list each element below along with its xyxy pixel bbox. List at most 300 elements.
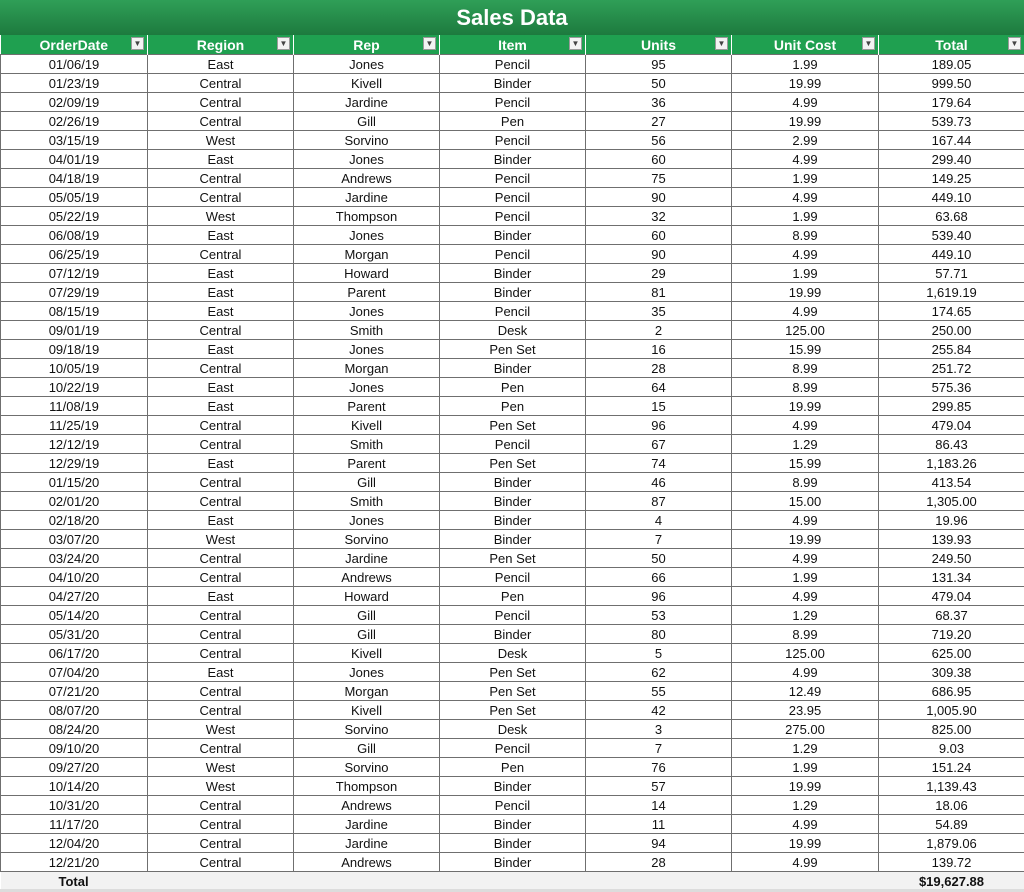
cell-region[interactable]: Central	[148, 644, 294, 663]
cell-rep[interactable]: Jones	[294, 302, 440, 321]
cell-units[interactable]: 57	[586, 777, 732, 796]
cell-rep[interactable]: Howard	[294, 587, 440, 606]
cell-orderdate[interactable]: 09/27/20	[1, 758, 148, 777]
cell-orderdate[interactable]: 05/22/19	[1, 207, 148, 226]
cell-item[interactable]: Binder	[440, 74, 586, 93]
cell-orderdate[interactable]: 08/07/20	[1, 701, 148, 720]
cell-orderdate[interactable]: 12/12/19	[1, 435, 148, 454]
cell-unit-cost[interactable]: 4.99	[732, 245, 879, 264]
cell-orderdate[interactable]: 06/08/19	[1, 226, 148, 245]
cell-unit-cost[interactable]: 8.99	[732, 473, 879, 492]
cell-total[interactable]: 68.37	[879, 606, 1024, 625]
cell-item[interactable]: Pencil	[440, 606, 586, 625]
cell-item[interactable]: Binder	[440, 511, 586, 530]
cell-unit-cost[interactable]: 19.99	[732, 397, 879, 416]
cell-item[interactable]: Pencil	[440, 302, 586, 321]
cell-units[interactable]: 50	[586, 549, 732, 568]
cell-units[interactable]: 90	[586, 188, 732, 207]
cell-units[interactable]: 81	[586, 283, 732, 302]
cell-total[interactable]: 9.03	[879, 739, 1024, 758]
cell-item[interactable]: Pen	[440, 587, 586, 606]
cell-rep[interactable]: Jardine	[294, 549, 440, 568]
cell-orderdate[interactable]: 07/04/20	[1, 663, 148, 682]
cell-total[interactable]: 539.40	[879, 226, 1024, 245]
cell-unit-cost[interactable]: 4.99	[732, 416, 879, 435]
cell-region[interactable]: East	[148, 454, 294, 473]
column-header-units[interactable]	[586, 35, 732, 55]
cell-total[interactable]: 255.84	[879, 340, 1024, 359]
cell-region[interactable]: East	[148, 55, 294, 74]
cell-units[interactable]: 76	[586, 758, 732, 777]
cell-orderdate[interactable]: 10/14/20	[1, 777, 148, 796]
cell-orderdate[interactable]: 11/17/20	[1, 815, 148, 834]
cell-units[interactable]: 5	[586, 644, 732, 663]
cell-item[interactable]: Pen	[440, 758, 586, 777]
cell-region[interactable]: Central	[148, 93, 294, 112]
cell-units[interactable]: 64	[586, 378, 732, 397]
cell-rep[interactable]: Parent	[294, 397, 440, 416]
cell-total[interactable]: 251.72	[879, 359, 1024, 378]
cell-item[interactable]: Binder	[440, 834, 586, 853]
cell-item[interactable]: Binder	[440, 264, 586, 283]
cell-unit-cost[interactable]: 275.00	[732, 720, 879, 739]
cell-orderdate[interactable]: 08/24/20	[1, 720, 148, 739]
cell-units[interactable]: 96	[586, 416, 732, 435]
cell-region[interactable]: West	[148, 530, 294, 549]
cell-orderdate[interactable]: 01/15/20	[1, 473, 148, 492]
cell-total[interactable]: 625.00	[879, 644, 1024, 663]
filter-dropdown-icon[interactable]: ▼	[423, 37, 436, 50]
cell-unit-cost[interactable]: 19.99	[732, 834, 879, 853]
cell-orderdate[interactable]: 03/07/20	[1, 530, 148, 549]
cell-orderdate[interactable]: 03/15/19	[1, 131, 148, 150]
cell-units[interactable]: 32	[586, 207, 732, 226]
cell-rep[interactable]: Gill	[294, 606, 440, 625]
cell-rep[interactable]: Gill	[294, 473, 440, 492]
cell-units[interactable]: 2	[586, 321, 732, 340]
cell-rep[interactable]: Jones	[294, 663, 440, 682]
cell-region[interactable]: Central	[148, 321, 294, 340]
cell-orderdate[interactable]: 01/23/19	[1, 74, 148, 93]
cell-units[interactable]: 62	[586, 663, 732, 682]
cell-item[interactable]: Pen	[440, 112, 586, 131]
cell-total[interactable]: 174.65	[879, 302, 1024, 321]
cell-rep[interactable]: Kivell	[294, 701, 440, 720]
cell-units[interactable]: 67	[586, 435, 732, 454]
cell-unit-cost[interactable]: 1.29	[732, 796, 879, 815]
cell-total[interactable]: 1,139.43	[879, 777, 1024, 796]
cell-unit-cost[interactable]: 1.99	[732, 169, 879, 188]
cell-item[interactable]: Pencil	[440, 739, 586, 758]
cell-units[interactable]: 16	[586, 340, 732, 359]
cell-item[interactable]: Binder	[440, 226, 586, 245]
cell-item[interactable]: Pencil	[440, 568, 586, 587]
cell-item[interactable]: Pen Set	[440, 454, 586, 473]
cell-item[interactable]: Pencil	[440, 169, 586, 188]
cell-units[interactable]: 53	[586, 606, 732, 625]
cell-item[interactable]: Pencil	[440, 796, 586, 815]
cell-units[interactable]: 36	[586, 93, 732, 112]
cell-orderdate[interactable]: 09/10/20	[1, 739, 148, 758]
cell-region[interactable]: West	[148, 758, 294, 777]
cell-unit-cost[interactable]: 2.99	[732, 131, 879, 150]
cell-orderdate[interactable]: 02/09/19	[1, 93, 148, 112]
cell-region[interactable]: Central	[148, 74, 294, 93]
cell-unit-cost[interactable]: 19.99	[732, 74, 879, 93]
cell-region[interactable]: East	[148, 283, 294, 302]
cell-item[interactable]: Binder	[440, 625, 586, 644]
cell-orderdate[interactable]: 07/29/19	[1, 283, 148, 302]
cell-unit-cost[interactable]: 12.49	[732, 682, 879, 701]
cell-orderdate[interactable]: 07/21/20	[1, 682, 148, 701]
cell-total[interactable]: 449.10	[879, 245, 1024, 264]
cell-units[interactable]: 7	[586, 530, 732, 549]
cell-region[interactable]: West	[148, 720, 294, 739]
cell-rep[interactable]: Sorvino	[294, 720, 440, 739]
cell-orderdate[interactable]: 01/06/19	[1, 55, 148, 74]
cell-orderdate[interactable]: 05/05/19	[1, 188, 148, 207]
cell-units[interactable]: 95	[586, 55, 732, 74]
cell-rep[interactable]: Jones	[294, 511, 440, 530]
cell-orderdate[interactable]: 04/18/19	[1, 169, 148, 188]
cell-unit-cost[interactable]: 15.99	[732, 340, 879, 359]
cell-region[interactable]: East	[148, 150, 294, 169]
cell-orderdate[interactable]: 07/12/19	[1, 264, 148, 283]
cell-orderdate[interactable]: 10/22/19	[1, 378, 148, 397]
cell-rep[interactable]: Kivell	[294, 416, 440, 435]
cell-item[interactable]: Pen Set	[440, 701, 586, 720]
cell-rep[interactable]: Smith	[294, 492, 440, 511]
cell-item[interactable]: Pen Set	[440, 549, 586, 568]
cell-rep[interactable]: Jardine	[294, 188, 440, 207]
column-header-item[interactable]	[440, 35, 586, 55]
cell-total[interactable]: 86.43	[879, 435, 1024, 454]
cell-total[interactable]: 131.34	[879, 568, 1024, 587]
cell-rep[interactable]: Kivell	[294, 644, 440, 663]
cell-unit-cost[interactable]: 19.99	[732, 530, 879, 549]
cell-orderdate[interactable]: 12/29/19	[1, 454, 148, 473]
cell-rep[interactable]: Andrews	[294, 796, 440, 815]
cell-unit-cost[interactable]: 1.29	[732, 435, 879, 454]
cell-rep[interactable]: Morgan	[294, 359, 440, 378]
cell-units[interactable]: 96	[586, 587, 732, 606]
cell-region[interactable]: Central	[148, 606, 294, 625]
cell-item[interactable]: Pen	[440, 378, 586, 397]
cell-item[interactable]: Binder	[440, 473, 586, 492]
cell-region[interactable]: Central	[148, 188, 294, 207]
cell-unit-cost[interactable]: 8.99	[732, 359, 879, 378]
cell-units[interactable]: 28	[586, 853, 732, 872]
cell-total[interactable]: 179.64	[879, 93, 1024, 112]
cell-units[interactable]: 27	[586, 112, 732, 131]
column-header-total[interactable]	[879, 35, 1024, 55]
cell-orderdate[interactable]: 08/15/19	[1, 302, 148, 321]
cell-orderdate[interactable]: 10/31/20	[1, 796, 148, 815]
cell-region[interactable]: Central	[148, 739, 294, 758]
cell-units[interactable]: 15	[586, 397, 732, 416]
cell-total[interactable]: 54.89	[879, 815, 1024, 834]
cell-item[interactable]: Desk	[440, 720, 586, 739]
cell-rep[interactable]: Andrews	[294, 568, 440, 587]
cell-region[interactable]: Central	[148, 568, 294, 587]
cell-rep[interactable]: Jardine	[294, 815, 440, 834]
cell-units[interactable]: 4	[586, 511, 732, 530]
cell-units[interactable]: 11	[586, 815, 732, 834]
cell-unit-cost[interactable]: 4.99	[732, 815, 879, 834]
cell-unit-cost[interactable]: 19.99	[732, 112, 879, 131]
cell-item[interactable]: Pencil	[440, 55, 586, 74]
filter-dropdown-icon[interactable]: ▼	[277, 37, 290, 50]
cell-units[interactable]: 75	[586, 169, 732, 188]
cell-units[interactable]: 56	[586, 131, 732, 150]
cell-total[interactable]: 19.96	[879, 511, 1024, 530]
cell-total[interactable]: 1,005.90	[879, 701, 1024, 720]
cell-rep[interactable]: Jones	[294, 150, 440, 169]
cell-unit-cost[interactable]: 8.99	[732, 378, 879, 397]
cell-region[interactable]: Central	[148, 112, 294, 131]
cell-rep[interactable]: Andrews	[294, 169, 440, 188]
cell-unit-cost[interactable]: 23.95	[732, 701, 879, 720]
cell-total[interactable]: 139.72	[879, 853, 1024, 872]
cell-total[interactable]: 151.24	[879, 758, 1024, 777]
cell-total[interactable]: 1,183.26	[879, 454, 1024, 473]
cell-total[interactable]: 479.04	[879, 416, 1024, 435]
cell-units[interactable]: 80	[586, 625, 732, 644]
cell-item[interactable]: Pen Set	[440, 340, 586, 359]
cell-unit-cost[interactable]: 1.99	[732, 758, 879, 777]
cell-region[interactable]: Central	[148, 169, 294, 188]
cell-region[interactable]: Central	[148, 834, 294, 853]
cell-rep[interactable]: Jones	[294, 378, 440, 397]
cell-total[interactable]: 249.50	[879, 549, 1024, 568]
cell-unit-cost[interactable]: 19.99	[732, 777, 879, 796]
cell-rep[interactable]: Jones	[294, 226, 440, 245]
cell-rep[interactable]: Sorvino	[294, 530, 440, 549]
cell-total[interactable]: 825.00	[879, 720, 1024, 739]
cell-total[interactable]: 299.40	[879, 150, 1024, 169]
cell-orderdate[interactable]: 02/18/20	[1, 511, 148, 530]
cell-total[interactable]: 719.20	[879, 625, 1024, 644]
cell-rep[interactable]: Thompson	[294, 777, 440, 796]
cell-rep[interactable]: Parent	[294, 283, 440, 302]
cell-orderdate[interactable]: 04/27/20	[1, 587, 148, 606]
cell-orderdate[interactable]: 04/01/19	[1, 150, 148, 169]
filter-dropdown-icon[interactable]: ▼	[862, 37, 875, 50]
cell-total[interactable]: 57.71	[879, 264, 1024, 283]
cell-units[interactable]: 7	[586, 739, 732, 758]
cell-rep[interactable]: Jones	[294, 340, 440, 359]
cell-item[interactable]: Pen Set	[440, 416, 586, 435]
cell-rep[interactable]: Gill	[294, 112, 440, 131]
cell-region[interactable]: West	[148, 207, 294, 226]
cell-unit-cost[interactable]: 125.00	[732, 644, 879, 663]
cell-rep[interactable]: Parent	[294, 454, 440, 473]
cell-units[interactable]: 94	[586, 834, 732, 853]
cell-total[interactable]: 1,619.19	[879, 283, 1024, 302]
cell-unit-cost[interactable]: 4.99	[732, 188, 879, 207]
cell-item[interactable]: Binder	[440, 150, 586, 169]
cell-rep[interactable]: Howard	[294, 264, 440, 283]
cell-unit-cost[interactable]: 1.99	[732, 207, 879, 226]
cell-unit-cost[interactable]: 4.99	[732, 549, 879, 568]
cell-item[interactable]: Pencil	[440, 188, 586, 207]
cell-rep[interactable]: Morgan	[294, 682, 440, 701]
cell-region[interactable]: Central	[148, 492, 294, 511]
cell-units[interactable]: 90	[586, 245, 732, 264]
cell-orderdate[interactable]: 05/31/20	[1, 625, 148, 644]
cell-item[interactable]: Binder	[440, 777, 586, 796]
cell-item[interactable]: Pencil	[440, 245, 586, 264]
cell-total[interactable]: 139.93	[879, 530, 1024, 549]
cell-units[interactable]: 66	[586, 568, 732, 587]
cell-region[interactable]: Central	[148, 359, 294, 378]
cell-unit-cost[interactable]: 8.99	[732, 625, 879, 644]
cell-orderdate[interactable]: 06/25/19	[1, 245, 148, 264]
cell-unit-cost[interactable]: 4.99	[732, 93, 879, 112]
cell-region[interactable]: Central	[148, 473, 294, 492]
cell-region[interactable]: Central	[148, 682, 294, 701]
cell-orderdate[interactable]: 03/24/20	[1, 549, 148, 568]
cell-unit-cost[interactable]: 1.99	[732, 568, 879, 587]
cell-rep[interactable]: Andrews	[294, 853, 440, 872]
cell-unit-cost[interactable]: 4.99	[732, 511, 879, 530]
cell-item[interactable]: Binder	[440, 530, 586, 549]
cell-units[interactable]: 46	[586, 473, 732, 492]
cell-total[interactable]: 413.54	[879, 473, 1024, 492]
cell-unit-cost[interactable]: 1.29	[732, 739, 879, 758]
cell-region[interactable]: East	[148, 397, 294, 416]
cell-total[interactable]: 1,879.06	[879, 834, 1024, 853]
cell-orderdate[interactable]: 02/26/19	[1, 112, 148, 131]
cell-rep[interactable]: Gill	[294, 739, 440, 758]
cell-total[interactable]: 449.10	[879, 188, 1024, 207]
filter-dropdown-icon[interactable]: ▼	[569, 37, 582, 50]
cell-region[interactable]: Central	[148, 853, 294, 872]
cell-total[interactable]: 479.04	[879, 587, 1024, 606]
cell-unit-cost[interactable]: 4.99	[732, 663, 879, 682]
cell-units[interactable]: 55	[586, 682, 732, 701]
cell-region[interactable]: Central	[148, 796, 294, 815]
cell-total[interactable]: 189.05	[879, 55, 1024, 74]
cell-item[interactable]: Pencil	[440, 435, 586, 454]
cell-unit-cost[interactable]: 15.99	[732, 454, 879, 473]
cell-orderdate[interactable]: 06/17/20	[1, 644, 148, 663]
cell-orderdate[interactable]: 12/21/20	[1, 853, 148, 872]
cell-rep[interactable]: Thompson	[294, 207, 440, 226]
cell-unit-cost[interactable]: 4.99	[732, 150, 879, 169]
cell-region[interactable]: West	[148, 131, 294, 150]
cell-orderdate[interactable]: 09/18/19	[1, 340, 148, 359]
cell-unit-cost[interactable]: 4.99	[732, 853, 879, 872]
cell-total[interactable]: 1,305.00	[879, 492, 1024, 511]
cell-total[interactable]: 299.85	[879, 397, 1024, 416]
cell-units[interactable]: 50	[586, 74, 732, 93]
cell-region[interactable]: East	[148, 587, 294, 606]
cell-unit-cost[interactable]: 8.99	[732, 226, 879, 245]
cell-rep[interactable]: Smith	[294, 321, 440, 340]
cell-region[interactable]: East	[148, 511, 294, 530]
cell-region[interactable]: Central	[148, 815, 294, 834]
cell-region[interactable]: Central	[148, 435, 294, 454]
filter-dropdown-icon[interactable]: ▼	[131, 37, 144, 50]
cell-rep[interactable]: Sorvino	[294, 131, 440, 150]
cell-orderdate[interactable]: 11/25/19	[1, 416, 148, 435]
cell-item[interactable]: Pencil	[440, 207, 586, 226]
cell-total[interactable]: 539.73	[879, 112, 1024, 131]
cell-unit-cost[interactable]: 1.99	[732, 264, 879, 283]
cell-rep[interactable]: Sorvino	[294, 758, 440, 777]
cell-region[interactable]: Central	[148, 549, 294, 568]
cell-units[interactable]: 3	[586, 720, 732, 739]
cell-units[interactable]: 29	[586, 264, 732, 283]
cell-item[interactable]: Desk	[440, 644, 586, 663]
cell-rep[interactable]: Smith	[294, 435, 440, 454]
cell-region[interactable]: Central	[148, 416, 294, 435]
cell-units[interactable]: 28	[586, 359, 732, 378]
cell-units[interactable]: 87	[586, 492, 732, 511]
column-header-orderdate[interactable]	[1, 35, 148, 55]
cell-unit-cost[interactable]: 19.99	[732, 283, 879, 302]
cell-item[interactable]: Desk	[440, 321, 586, 340]
cell-region[interactable]: East	[148, 663, 294, 682]
cell-total[interactable]: 999.50	[879, 74, 1024, 93]
cell-item[interactable]: Pen Set	[440, 682, 586, 701]
cell-rep[interactable]: Jardine	[294, 834, 440, 853]
cell-orderdate[interactable]: 11/08/19	[1, 397, 148, 416]
cell-total[interactable]: 18.06	[879, 796, 1024, 815]
cell-item[interactable]: Pen	[440, 397, 586, 416]
filter-dropdown-icon[interactable]: ▼	[715, 37, 728, 50]
cell-units[interactable]: 14	[586, 796, 732, 815]
cell-units[interactable]: 35	[586, 302, 732, 321]
cell-region[interactable]: East	[148, 340, 294, 359]
column-header-rep[interactable]	[294, 35, 440, 55]
cell-region[interactable]: Central	[148, 245, 294, 264]
cell-unit-cost[interactable]: 15.00	[732, 492, 879, 511]
column-header-region[interactable]	[148, 35, 294, 55]
cell-region[interactable]: East	[148, 264, 294, 283]
cell-units[interactable]: 42	[586, 701, 732, 720]
cell-unit-cost[interactable]: 1.29	[732, 606, 879, 625]
cell-orderdate[interactable]: 02/01/20	[1, 492, 148, 511]
cell-rep[interactable]: Jones	[294, 55, 440, 74]
cell-orderdate[interactable]: 09/01/19	[1, 321, 148, 340]
cell-total[interactable]: 63.68	[879, 207, 1024, 226]
cell-unit-cost[interactable]: 125.00	[732, 321, 879, 340]
cell-total[interactable]: 167.44	[879, 131, 1024, 150]
cell-rep[interactable]: Kivell	[294, 74, 440, 93]
cell-orderdate[interactable]: 04/10/20	[1, 568, 148, 587]
cell-unit-cost[interactable]: 1.99	[732, 55, 879, 74]
column-header-unit-cost[interactable]	[732, 35, 879, 55]
cell-item[interactable]: Pen Set	[440, 663, 586, 682]
cell-units[interactable]: 74	[586, 454, 732, 473]
cell-region[interactable]: East	[148, 302, 294, 321]
cell-unit-cost[interactable]: 4.99	[732, 587, 879, 606]
cell-total[interactable]: 686.95	[879, 682, 1024, 701]
cell-region[interactable]: Central	[148, 701, 294, 720]
cell-units[interactable]: 60	[586, 150, 732, 169]
cell-item[interactable]: Binder	[440, 492, 586, 511]
cell-orderdate[interactable]: 12/04/20	[1, 834, 148, 853]
cell-region[interactable]: Central	[148, 625, 294, 644]
cell-units[interactable]: 60	[586, 226, 732, 245]
cell-total[interactable]: 575.36	[879, 378, 1024, 397]
cell-total[interactable]: 149.25	[879, 169, 1024, 188]
cell-region[interactable]: East	[148, 226, 294, 245]
cell-region[interactable]: West	[148, 777, 294, 796]
cell-rep[interactable]: Morgan	[294, 245, 440, 264]
